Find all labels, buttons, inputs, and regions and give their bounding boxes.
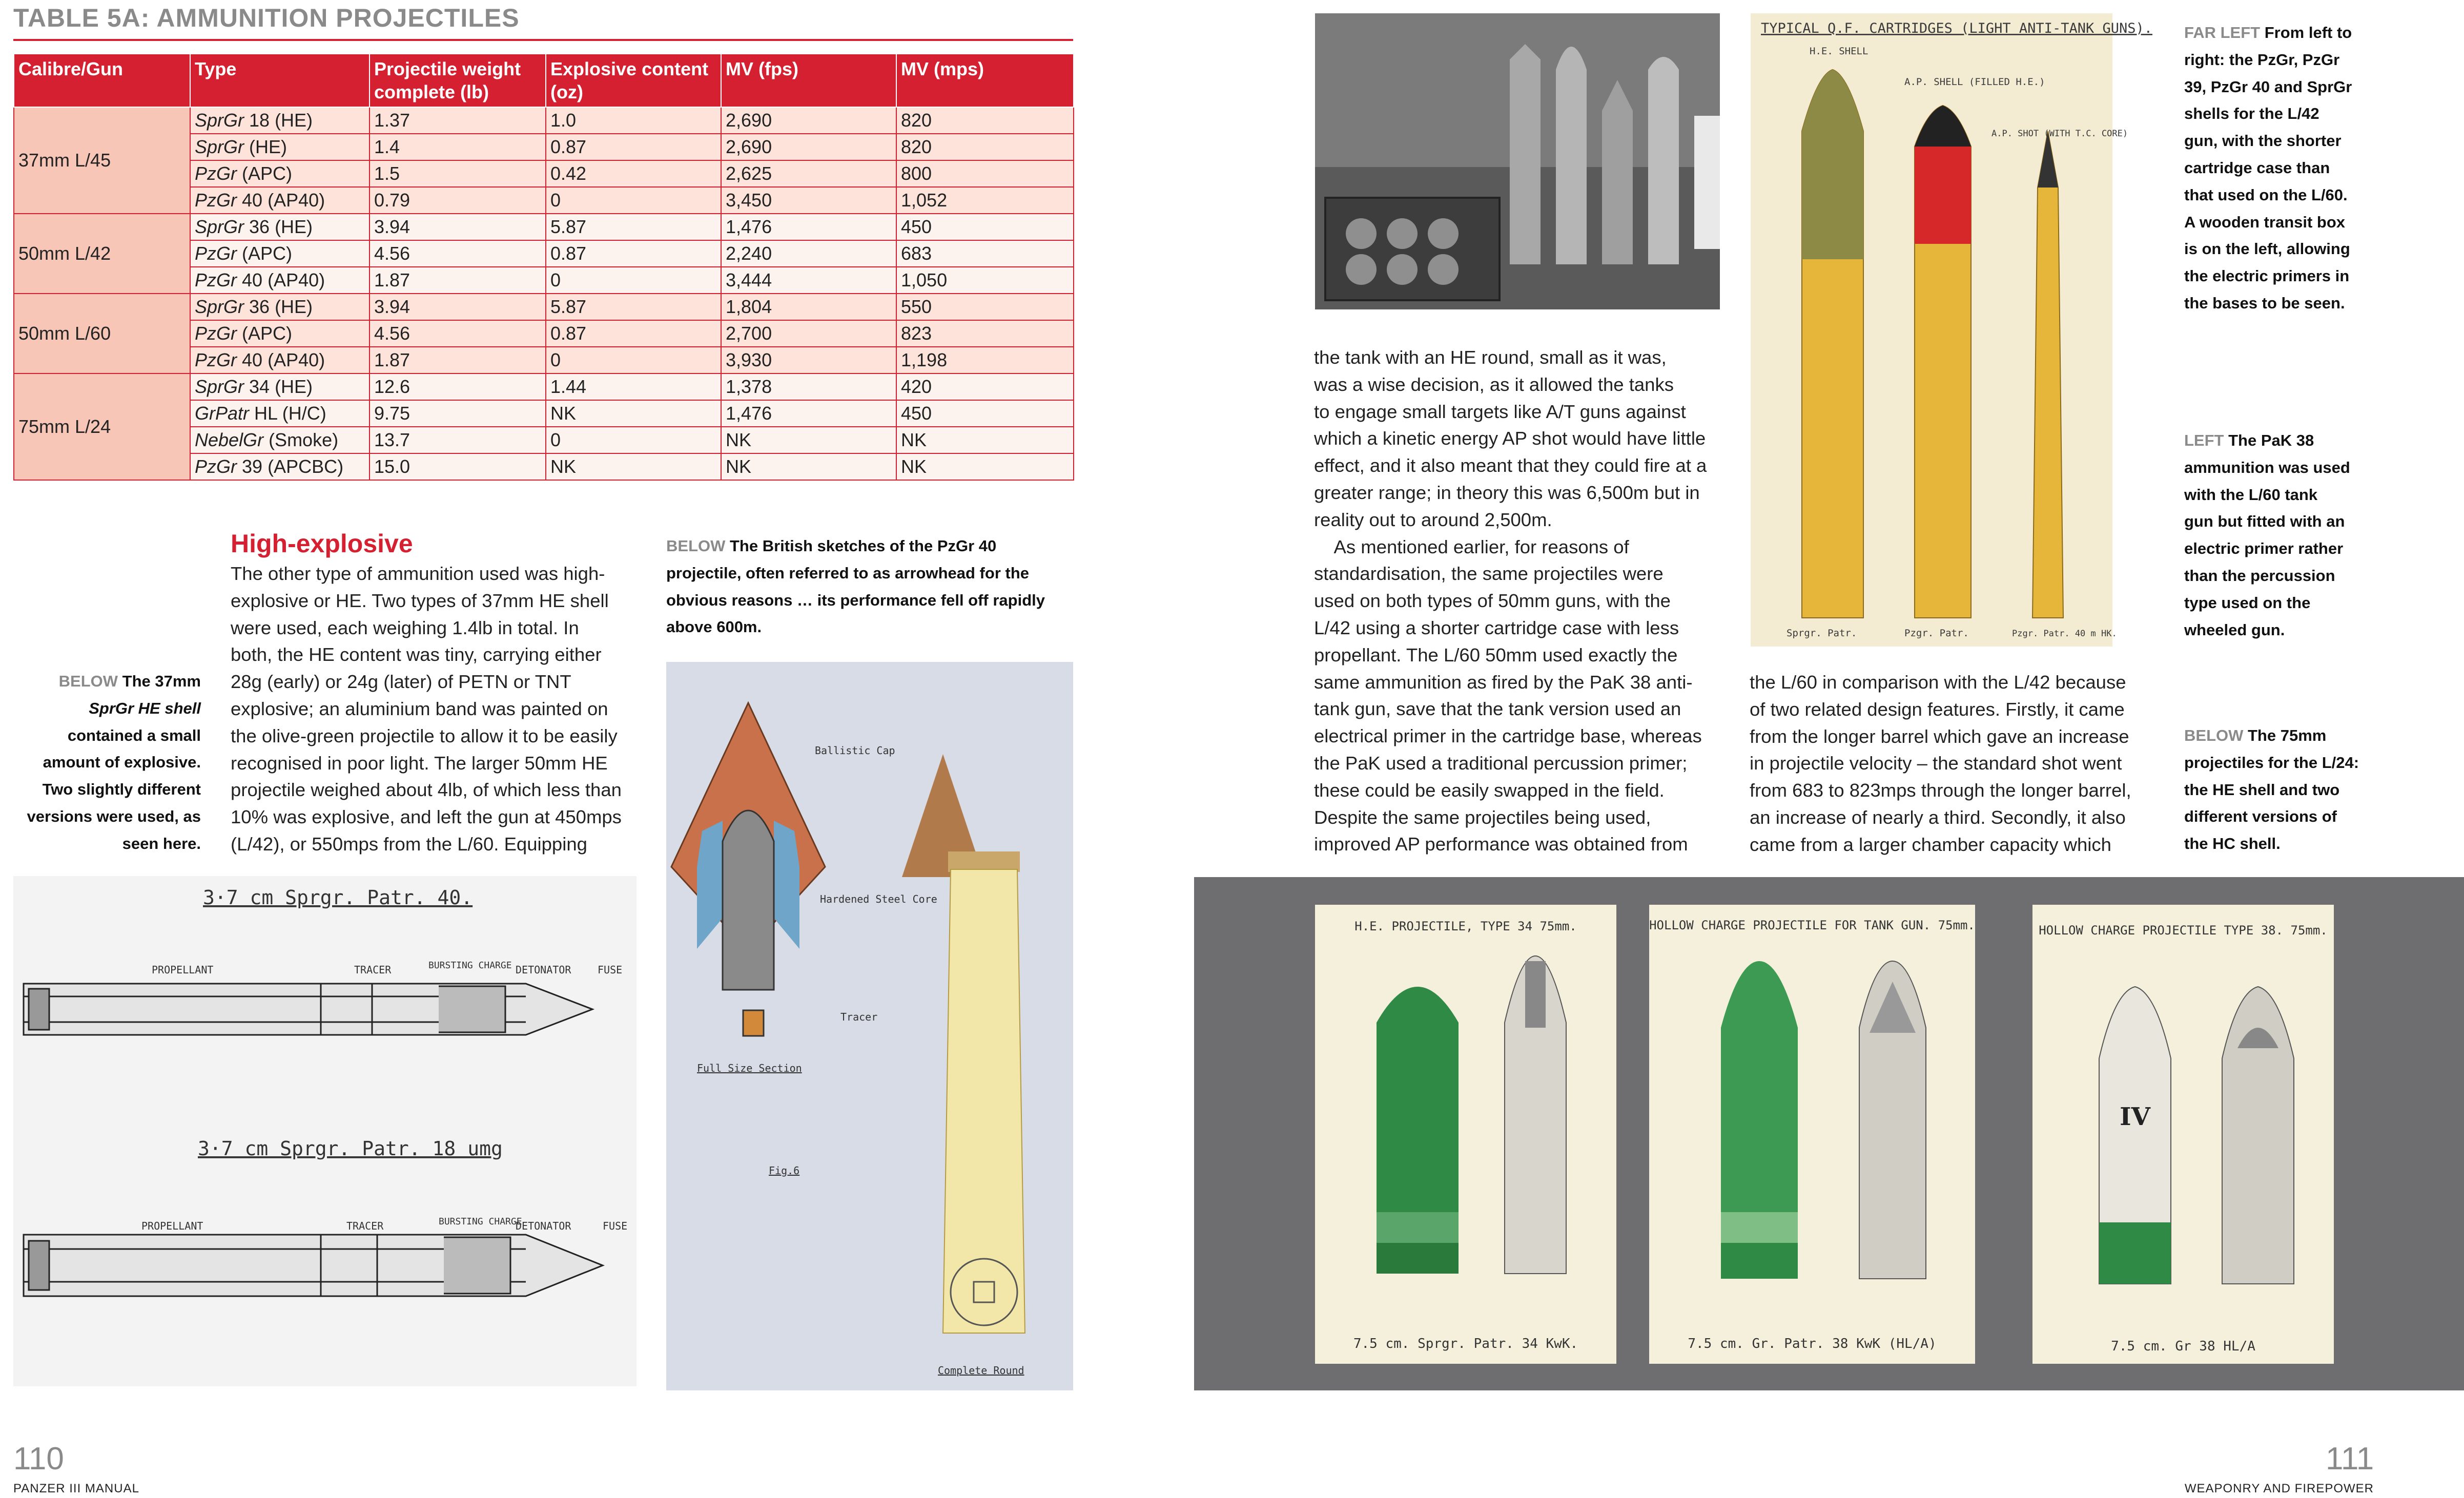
explosive-cell: 1.44	[546, 373, 721, 400]
mv-mps-cell: 1,050	[896, 267, 1074, 294]
mv-fps-cell: 3,444	[721, 267, 896, 294]
type-designation: PzGr	[195, 269, 237, 290]
type-cell	[190, 427, 369, 453]
mv-mps-cell: 1,052	[896, 187, 1074, 214]
caption-line: The British sketches of the PzGr 40	[730, 537, 997, 555]
drawing-footer: 7.5 cm. Gr. Patr. 38 KwK (HL/A)	[1688, 1336, 1937, 1351]
caption-keyword: BELOW	[666, 537, 726, 555]
caption-line: the HE shell and two	[2184, 780, 2340, 799]
drawing-footer: 7.5 cm. Gr 38 HL/A	[2111, 1339, 2255, 1354]
type-designation: PzGr	[195, 243, 237, 264]
caption-line: projectile, often referred to as arrowhead for the	[666, 564, 1029, 582]
type-cell	[190, 267, 369, 294]
text-line: to engage small targets like A/T guns against	[1314, 401, 1686, 422]
label-propellant: PROPELLANT	[141, 1220, 203, 1232]
caption-far-left	[2184, 19, 2352, 317]
label-full-size-section: Full Size Section	[697, 1062, 802, 1074]
label-sprgr-patr: Sprgr. Patr.	[1787, 628, 1857, 639]
text-line: came from a larger chamber capacity which	[1750, 834, 2111, 855]
explosive-cell: 5.87	[546, 214, 721, 240]
text-line: were used, each weighing 1.4lb in total. In	[231, 617, 579, 638]
col-header-weight: Projectile weight complete (lb)	[369, 54, 546, 107]
svg-text:IV: IV	[2120, 1102, 2150, 1131]
type-suffix: (APC)	[237, 243, 293, 264]
explosive-cell: 0	[546, 267, 721, 294]
type-designation: SprGr	[195, 136, 244, 157]
sketch-37mm-shells	[13, 876, 636, 1386]
text-line: reality out to around 2,500m.	[1314, 509, 1552, 530]
caption-line: The 37mm	[122, 672, 201, 690]
running-footer-right: WEAPONRY AND FIREPOWER	[2184, 1482, 2374, 1495]
type-suffix: 36 (HE)	[244, 216, 313, 237]
type-suffix: HL (H/C)	[249, 403, 326, 424]
caption-line: different versions of	[2184, 807, 2337, 826]
type-cell	[190, 240, 369, 267]
text-line: recognised in poor light. The larger 50mm HE	[231, 752, 608, 774]
type-cell	[190, 160, 369, 187]
caption-line: gun but fitted with an	[2184, 512, 2345, 531]
caption-line: SprGr HE shell	[89, 699, 201, 717]
text-line: 10% was explosive, and left the gun at 450mps	[231, 806, 622, 828]
text-line: the tank with an HE round, small as it was,	[1314, 347, 1667, 368]
type-designation: GrPatr	[195, 403, 250, 424]
weight-cell: 4.56	[369, 320, 546, 347]
photo-50mm-shells	[1315, 13, 1720, 309]
type-cell	[190, 373, 369, 400]
mv-fps-cell: NK	[721, 453, 896, 480]
drawing-he-type-34	[1315, 905, 1616, 1364]
table-header-row	[14, 54, 1074, 107]
type-suffix: 40 (AP40)	[237, 269, 325, 290]
drawing-title: HOLLOW CHARGE PROJECTILE TYPE 38. 75mm.	[2039, 923, 2328, 938]
type-designation: PzGr	[195, 349, 237, 370]
cartridge-chart-title: TYPICAL Q.F. CARTRIDGES (LIGHT ANTI-TANK GUNS).	[1761, 20, 2153, 36]
text-line: an increase of nearly a third. Secondly, it also	[1750, 806, 2126, 828]
col-header-type: Type	[190, 54, 369, 107]
caption-left	[2184, 427, 2350, 643]
type-cell	[190, 400, 369, 427]
drawing-title: H.E. PROJECTILE, TYPE 34 75mm.	[1354, 919, 1577, 933]
caption-line: type used on the	[2184, 593, 2311, 612]
type-designation: NebelGr	[195, 429, 264, 450]
caption-line: versions were used, as	[27, 807, 201, 825]
label-hardened-core: Hardened Steel Core	[820, 893, 937, 905]
text-line: the L/60 in comparison with the L/42 because	[1750, 672, 2126, 693]
weight-cell: 1.4	[369, 134, 546, 160]
label-fuse: FUSE	[598, 964, 623, 976]
mv-fps-cell: 1,804	[721, 294, 896, 320]
explosive-cell: 0.87	[546, 134, 721, 160]
mv-fps-cell: 2,690	[721, 134, 896, 160]
mv-fps-cell: 2,625	[721, 160, 896, 187]
caption-line: ammunition was used	[2184, 458, 2350, 476]
weight-cell: 1.87	[369, 267, 546, 294]
label-bursting-charge: BURSTING CHARGE	[428, 960, 512, 971]
mv-mps-cell: NK	[896, 427, 1074, 453]
type-designation: PzGr	[195, 163, 237, 184]
caption-line: amount of explosive.	[43, 753, 201, 772]
type-cell	[190, 187, 369, 214]
weight-cell: 0.79	[369, 187, 546, 214]
running-footer-left: PANZER III MANUAL	[13, 1482, 139, 1495]
caption-keyword: LEFT	[2184, 431, 2224, 449]
text-line: projectile weighed about 4lb, of which less than	[231, 779, 622, 801]
type-cell	[190, 214, 369, 240]
type-suffix: (Smoke)	[263, 429, 339, 450]
type-suffix: 36 (HE)	[244, 296, 313, 317]
label-fig-6: Fig.6	[769, 1164, 800, 1177]
caption-line: the HC shell.	[2184, 835, 2281, 853]
col-header-calibre: Calibre/Gun	[14, 54, 190, 107]
weight-cell: 3.94	[369, 294, 546, 320]
text-line: 28g (early) or 24g (later) of PETN or TNT	[231, 671, 571, 693]
type-cell	[190, 347, 369, 373]
table-row	[14, 107, 1074, 134]
label-pzgr-patr: Pzgr. Patr.	[1904, 628, 1969, 639]
caption-line: A wooden transit box	[2184, 213, 2346, 231]
caption-below-75mm	[2184, 722, 2359, 858]
drawing-hollow-charge-tank-gun	[1649, 905, 1975, 1364]
mv-mps-cell: NK	[896, 453, 1074, 480]
type-designation: PzGr	[195, 456, 237, 477]
mv-mps-cell: 823	[896, 320, 1074, 347]
table-row	[14, 373, 1074, 400]
text-line: these could be easily swapped in the field.	[1314, 779, 1665, 801]
type-suffix: (APC)	[237, 163, 293, 184]
text-line: Despite the same projectiles being used,	[1314, 806, 1651, 828]
explosive-cell: 0.42	[546, 160, 721, 187]
sketch-title-top: 3·7 cm Sprgr. Patr. 40.	[203, 886, 473, 909]
mv-fps-cell: 2,240	[721, 240, 896, 267]
mv-fps-cell: 1,476	[721, 214, 896, 240]
caption-line: right: the PzGr, PzGr	[2184, 50, 2340, 69]
caption-line: obvious reasons … its performance fell off rapidly	[666, 591, 1045, 609]
text-line: the olive-green projectile to allow it to be easily	[231, 725, 618, 746]
weight-cell: 12.6	[369, 373, 546, 400]
type-cell	[190, 107, 369, 134]
text-line: propellant. The L/60 50mm used exactly the	[1314, 644, 1678, 665]
explosive-cell: NK	[546, 453, 721, 480]
type-cell	[190, 294, 369, 320]
left-body-text	[231, 560, 622, 858]
text-line: used on both types of 50mm guns, with the	[1314, 590, 1671, 612]
mv-mps-cell: 800	[896, 160, 1074, 187]
type-suffix: 39 (APCBC)	[237, 456, 344, 477]
mv-fps-cell: 2,690	[721, 107, 896, 134]
caption-line: wheeled gun.	[2184, 620, 2285, 639]
text-line: standardisation, the same projectiles were	[1314, 563, 1664, 585]
weight-cell: 1.5	[369, 160, 546, 187]
caption-line: is on the left, allowing	[2184, 240, 2350, 258]
type-suffix: 18 (HE)	[244, 110, 313, 131]
label-ballistic-cap: Ballistic Cap	[815, 744, 895, 757]
text-line: from 683 to 823mps through the longer barrel,	[1750, 780, 2131, 801]
label-tracer: TRACER	[346, 1220, 384, 1232]
table-title: TABLE 5A: AMMUNITION PROJECTILES	[13, 4, 520, 32]
text-line: was a wise decision, as it allowed the tanks	[1314, 373, 1674, 395]
label-tracer: Tracer	[840, 1011, 878, 1023]
type-designation: SprGr	[195, 110, 244, 131]
explosive-cell: 0	[546, 187, 721, 214]
mv-mps-cell: 550	[896, 294, 1074, 320]
label-fuse: FUSE	[603, 1220, 628, 1232]
text-line: electrical primer in the cartridge base, whereas	[1314, 725, 1702, 747]
col-header-explosive: Explosive content (oz)	[546, 54, 721, 107]
calibre-cell: 50mm L/60	[14, 294, 190, 373]
text-line: explosive; an aluminium band was painted on	[231, 698, 608, 719]
text-line: the PaK used a traditional percussion primer;	[1314, 752, 1688, 774]
label-he-shell: H.E. SHELL	[1810, 46, 1868, 57]
ammunition-table	[13, 53, 1074, 481]
caption-line: electric primer rather	[2184, 539, 2344, 558]
weight-cell: 15.0	[369, 453, 546, 480]
text-line: same ammunition as fired by the PaK 38 anti-	[1314, 671, 1693, 693]
weight-cell: 1.37	[369, 107, 546, 134]
mv-mps-cell: 683	[896, 240, 1074, 267]
type-suffix: 40 (AP40)	[237, 190, 325, 211]
title-rule	[13, 39, 1073, 41]
caption-line: Two slightly different	[42, 780, 201, 799]
caption-line: the electric primers in	[2184, 267, 2350, 285]
text-line: improved AP performance was obtained from	[1314, 834, 1688, 855]
text-line: effect, and it also meant that they could fire at a	[1314, 455, 1707, 476]
caption-line: shells for the L/42	[2184, 105, 2319, 123]
label-bursting-charge: BURSTING CHARGE	[439, 1216, 522, 1227]
type-cell	[190, 320, 369, 347]
text-line: both, the HE content was tiny, carrying either	[231, 644, 602, 665]
type-designation: SprGr	[195, 376, 244, 397]
explosive-cell: 0	[546, 427, 721, 453]
type-suffix: 40 (AP40)	[237, 349, 325, 370]
text-line: The other type of ammunition used was high-	[231, 563, 605, 584]
text-line: from the longer barrel which gave an increase	[1750, 725, 2129, 747]
caption-line: the bases to be seen.	[2184, 294, 2345, 312]
weight-cell: 4.56	[369, 240, 546, 267]
type-cell	[190, 453, 369, 480]
mv-mps-cell: 450	[896, 214, 1074, 240]
right-body-column-2	[1750, 669, 2131, 859]
mv-mps-cell: 1,198	[896, 347, 1074, 373]
caption-keyword: BELOW	[2184, 726, 2244, 744]
type-suffix: (HE)	[244, 136, 288, 157]
table-row	[14, 214, 1074, 240]
text-line: tank gun, save that the tank version used an	[1314, 698, 1681, 720]
col-header-mv-fps: MV (fps)	[721, 54, 896, 107]
explosive-cell: 5.87	[546, 294, 721, 320]
type-suffix: 34 (HE)	[244, 376, 313, 397]
chart-qf-cartridges	[1751, 13, 2153, 647]
calibre-cell: 50mm L/42	[14, 214, 190, 294]
type-suffix: (APC)	[237, 323, 293, 344]
caption-line: The PaK 38	[2228, 431, 2314, 449]
table-row	[14, 294, 1074, 320]
col-header-mv-mps: MV (mps)	[896, 54, 1074, 107]
weight-cell: 3.94	[369, 214, 546, 240]
type-designation: SprGr	[195, 216, 244, 237]
caption-line: From left to	[2264, 24, 2352, 41]
drawing-footer: 7.5 cm. Sprgr. Patr. 34 KwK.	[1353, 1336, 1578, 1351]
caption-line: 39, PzGr 40 and SprGr	[2184, 77, 2352, 96]
caption-line: gun, with the shorter	[2184, 132, 2342, 150]
mv-fps-cell: 2,700	[721, 320, 896, 347]
caption-line: The 75mm	[2248, 726, 2327, 744]
calibre-cell: 75mm L/24	[14, 373, 190, 480]
sketch-pzgr40-arrowhead	[666, 662, 1073, 1390]
mv-mps-cell: 820	[896, 134, 1074, 160]
text-line: L/42 using a shorter cartridge case with less	[1314, 617, 1679, 638]
page-number-left: 110	[13, 1441, 64, 1476]
label-ap-shot: A.P. SHOT (WITH T.C. CORE)	[1991, 129, 2128, 139]
caption-line: than the percussion	[2184, 566, 2335, 585]
weight-cell: 13.7	[369, 427, 546, 453]
caption-line: with the L/60 tank	[2184, 485, 2318, 504]
caption-pzgr40-sketch	[666, 533, 1045, 641]
explosive-cell: 1.0	[546, 107, 721, 134]
label-detonator: DETONATOR	[516, 1220, 571, 1232]
mv-fps-cell: 1,476	[721, 400, 896, 427]
label-tracer: TRACER	[354, 964, 392, 976]
label-ap-shell: A.P. SHELL (FILLED H.E.)	[1904, 76, 2045, 88]
caption-line: above 600m.	[666, 618, 762, 636]
sketch-title-bottom: 3·7 cm Sprgr. Patr. 18 umg	[198, 1137, 503, 1160]
caption-line: that used on the L/60.	[2184, 185, 2348, 204]
caption-keyword: BELOW	[58, 672, 118, 690]
type-designation: PzGr	[195, 190, 237, 211]
label-complete-round: Complete Round	[938, 1364, 1024, 1377]
mv-fps-cell: 3,930	[721, 347, 896, 373]
explosive-cell: 0.87	[546, 240, 721, 267]
section-heading: High-explosive	[231, 529, 413, 558]
type-designation: SprGr	[195, 296, 244, 317]
drawing-hollow-charge-type-38	[2032, 905, 2334, 1364]
explosive-cell: 0.87	[546, 320, 721, 347]
type-cell	[190, 134, 369, 160]
text-line: As mentioned earlier, for reasons of	[1314, 536, 1629, 557]
caption-line: projectiles for the L/24:	[2184, 753, 2359, 772]
text-line: (L/42), or 550mps from the L/60. Equipping	[231, 833, 587, 855]
text-line: greater range; in theory this was 6,500m but in	[1314, 482, 1700, 503]
type-designation: PzGr	[195, 323, 237, 344]
explosive-cell: 0	[546, 347, 721, 373]
calibre-cell: 37mm L/45	[14, 107, 190, 214]
caption-line: cartridge case than	[2184, 158, 2330, 177]
label-detonator: DETONATOR	[516, 964, 571, 976]
mv-fps-cell: 1,378	[721, 373, 896, 400]
mv-mps-cell: 820	[896, 107, 1074, 134]
mv-mps-cell: 420	[896, 373, 1074, 400]
mv-fps-cell: 3,450	[721, 187, 896, 214]
text-line: of two related design features. Firstly, it came	[1750, 698, 2125, 720]
caption-line: contained a small	[67, 726, 201, 744]
caption-37mm	[10, 668, 201, 858]
label-pzgr-patr-40: Pzgr. Patr. 40 m HK.	[2012, 629, 2117, 639]
caption-keyword: FAR LEFT	[2184, 24, 2261, 41]
mv-fps-cell: NK	[721, 427, 896, 453]
text-line: which a kinetic energy AP shot would have little	[1314, 428, 1706, 449]
explosive-cell: NK	[546, 400, 721, 427]
weight-cell: 9.75	[369, 400, 546, 427]
text-line: explosive or HE. Two types of 37mm HE shell	[231, 590, 609, 611]
right-body-column-1	[1314, 344, 1707, 858]
text-line: in projectile velocity – the standard shot went	[1750, 753, 2122, 774]
label-propellant: PROPELLANT	[152, 964, 214, 976]
mv-mps-cell: 450	[896, 400, 1074, 427]
page-number-right: 111	[2326, 1441, 2374, 1476]
caption-line: seen here.	[122, 834, 201, 852]
weight-cell: 1.87	[369, 347, 546, 373]
drawing-title: HOLLOW CHARGE PROJECTILE FOR TANK GUN. 75mm.	[1649, 918, 1975, 932]
